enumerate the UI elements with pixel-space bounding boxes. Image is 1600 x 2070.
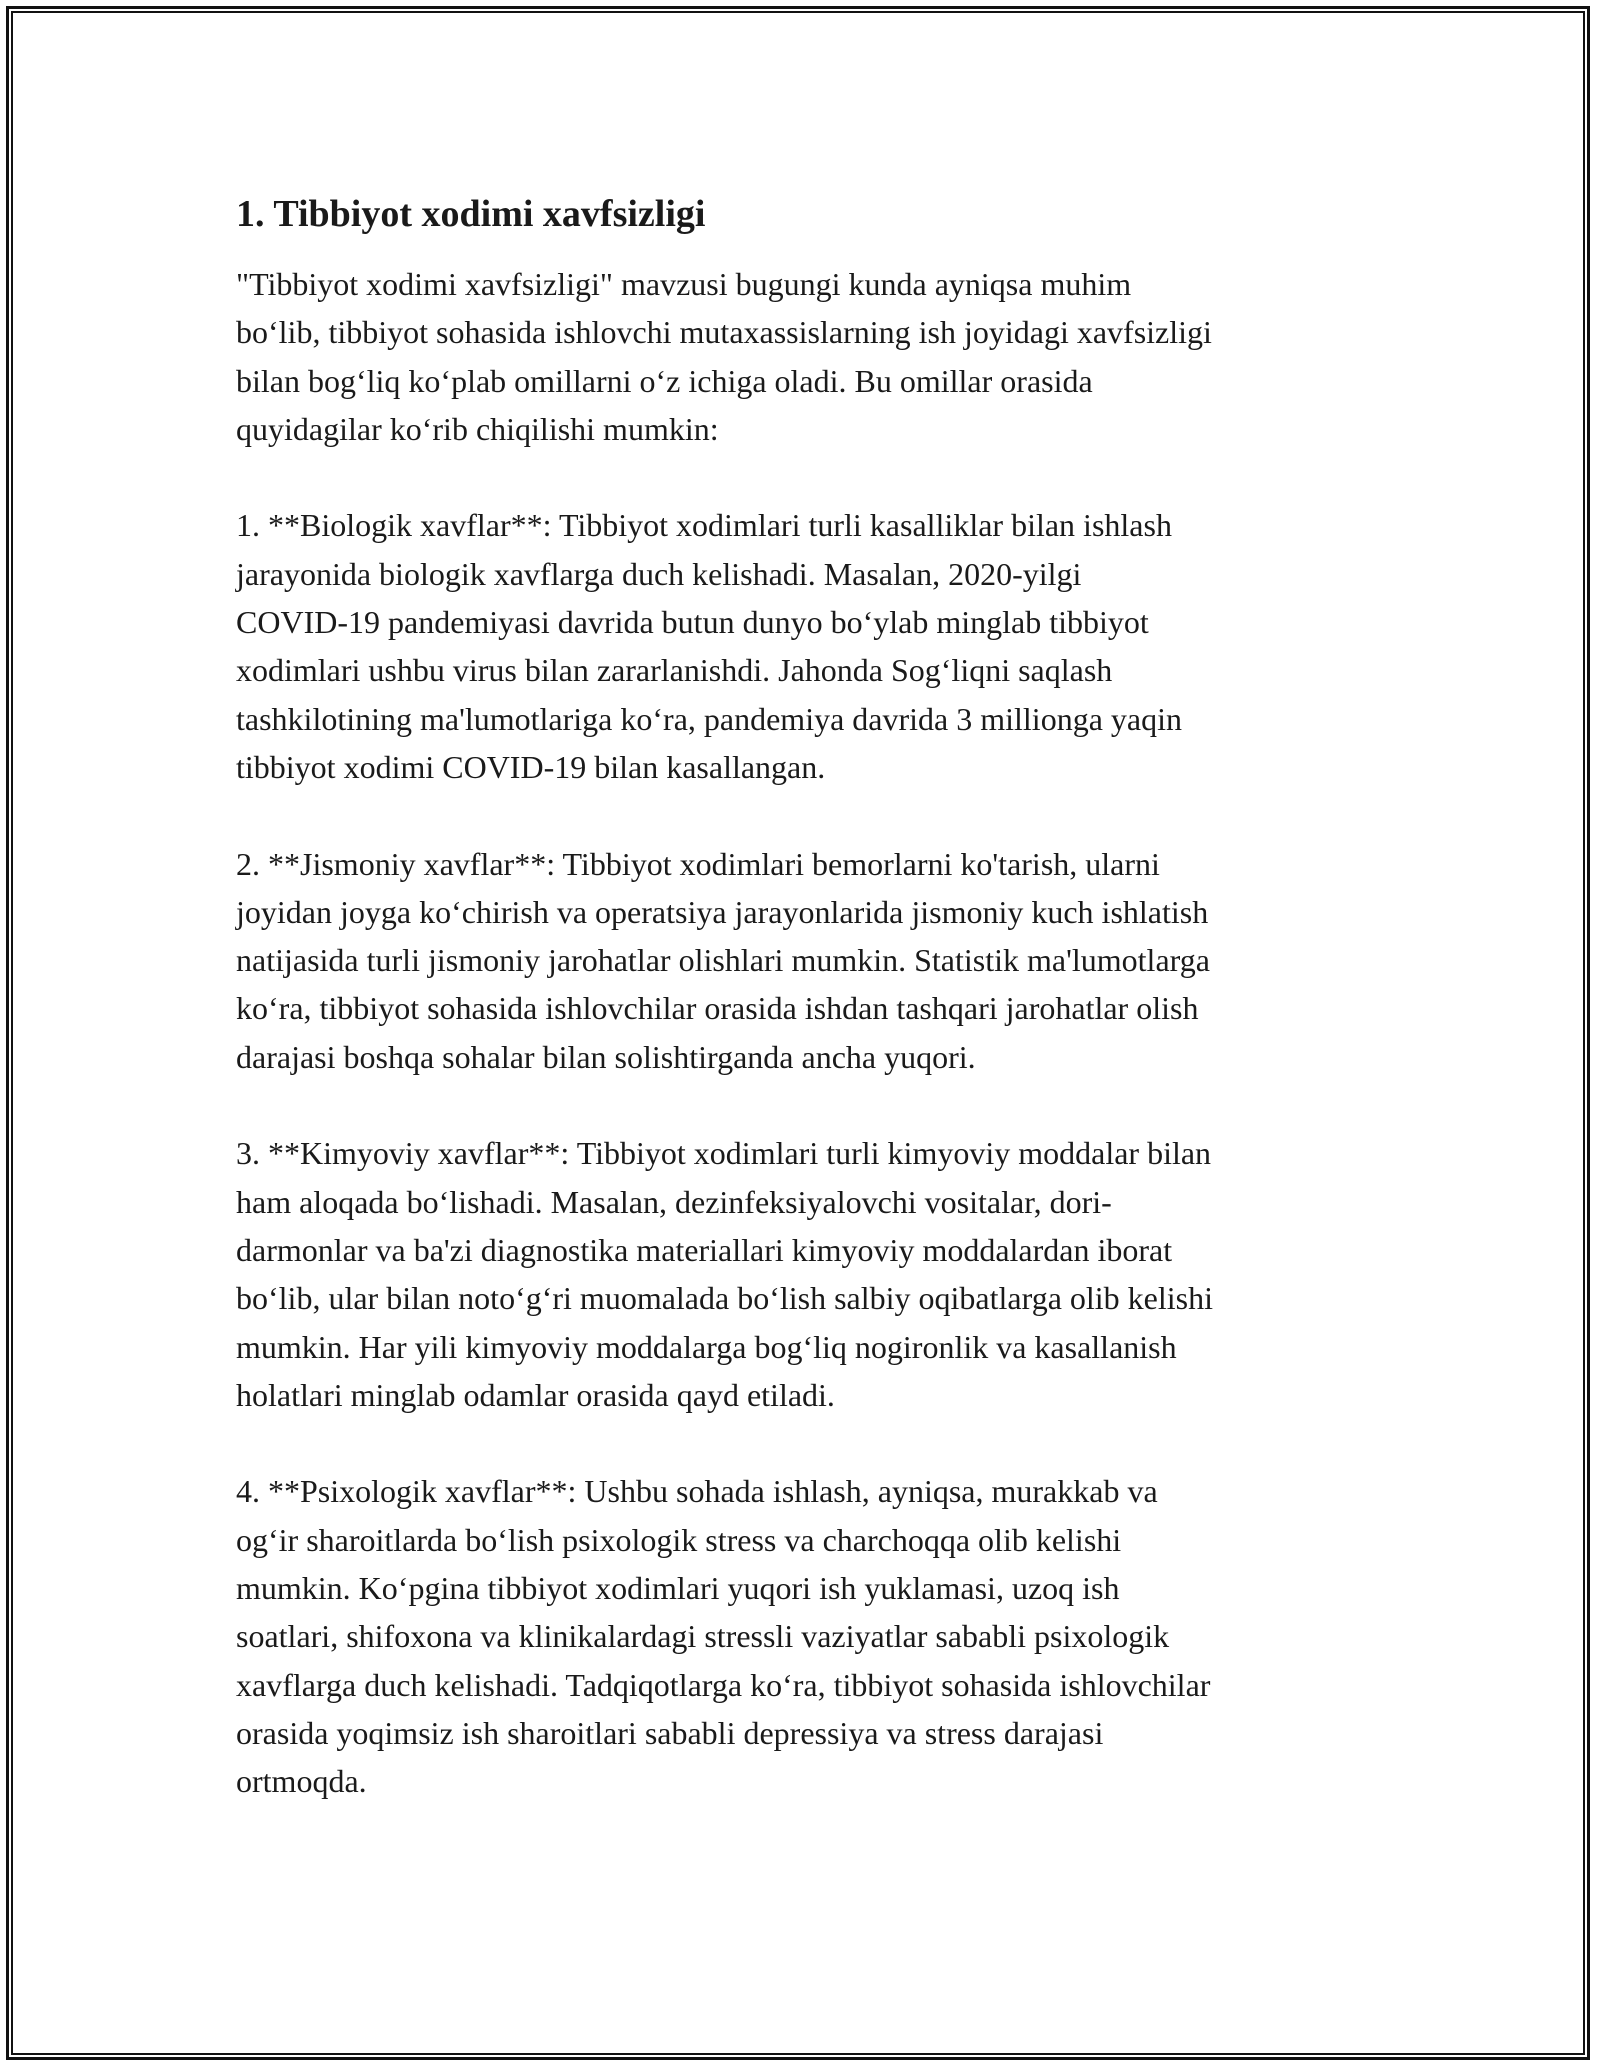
text-line: 3. **Kimyoviy xavflar**: Tibbiyot xodimlari turli kimyoviy moddalar bilan bbox=[236, 1135, 1212, 1172]
text-line: orasida yoqimsiz ish sharoitlari sababli depressiya va stress darajasi bbox=[236, 1714, 1104, 1751]
document-body bbox=[236, 188, 1386, 1854]
text-line: tibbiyot xodimi COVID-19 bilan kasallangan. bbox=[236, 748, 826, 785]
text-line: joyidan joyga ko‘chirish va operatsiya jarayonlarida jismoniy kuch ishlatish bbox=[236, 893, 1209, 930]
text-line: soatlari, shifoxona va klinikalardagi stressli vaziyatlar sababli psixologik bbox=[236, 1618, 1170, 1655]
text-line: bilan bog‘liq ko‘plab omillarni o‘z ichiga oladi. Bu omillar orasida bbox=[236, 362, 1093, 399]
physical-hazards-paragraph bbox=[236, 840, 1386, 1081]
text-line: xavflarga duch kelishadi. Tadqiqotlarga ko‘ra, tibbiyot sohasida ishlovchilar bbox=[236, 1666, 1211, 1703]
text-line: 2. **Jismoniy xavflar**: Tibbiyot xodimlari bemorlarni ko'tarish, ularni bbox=[236, 845, 1160, 882]
text-line: mumkin. Ko‘pgina tibbiyot xodimlari yuqori ish yuklamasi, uzoq ish bbox=[236, 1570, 1120, 1607]
text-line: bo‘lib, tibbiyot sohasida ishlovchi mutaxassislarning ish joyidagi xavfsizligi bbox=[236, 314, 1212, 351]
text-line: ortmoqda. bbox=[236, 1763, 367, 1800]
intro-paragraph bbox=[236, 260, 1386, 453]
text-line: xodimlari ushbu virus bilan zararlanishdi. Jahonda Sog‘liqni saqlash bbox=[236, 652, 1113, 689]
text-line: holatlari minglab odamlar orasida qayd etiladi. bbox=[236, 1376, 835, 1413]
text-line: quyidagilar ko‘rib chiqilishi mumkin: bbox=[236, 410, 719, 447]
text-line: COVID-19 pandemiyasi davrida butun dunyo bo‘ylab minglab tibbiyot bbox=[236, 604, 1149, 641]
text-line: natijasida turli jismoniy jarohatlar olishlari mumkin. Statistik ma'lumotlarga bbox=[236, 942, 1210, 979]
text-line: "Tibbiyot xodimi xavfsizligi" mavzusi bugungi kunda ayniqsa muhim bbox=[236, 266, 1132, 302]
text-line: ko‘ra, tibbiyot sohasida ishlovchilar orasida ishdan tashqari jarohatlar olish bbox=[236, 990, 1199, 1027]
text-line: darmonlar va ba'zi diagnostika materiallari kimyoviy moddalardan iborat bbox=[236, 1231, 1173, 1268]
text-line: og‘ir sharoitlarda bo‘lish psixologik stress va charchoqqa olib kelishi bbox=[236, 1521, 1122, 1558]
chemical-hazards-paragraph bbox=[236, 1129, 1386, 1419]
psychological-hazards-paragraph bbox=[236, 1467, 1386, 1805]
biological-hazards-paragraph bbox=[236, 501, 1386, 791]
text-line: 1. **Biologik xavflar**: Tibbiyot xodimlari turli kasalliklar bilan ishlash bbox=[236, 507, 1172, 544]
text-line: jarayonida biologik xavflarga duch kelishadi. Masalan, 2020-yilgi bbox=[236, 555, 1082, 592]
document-title: 1. Tibbiyot xodimi xavfsizligi bbox=[236, 193, 706, 235]
text-line: 4. **Psixologik xavflar**: Ushbu sohada ishlash, ayniqsa, murakkab va bbox=[236, 1473, 1158, 1510]
text-line: mumkin. Har yili kimyoviy moddalarga bog‘liq nogironlik va kasallanish bbox=[236, 1328, 1177, 1365]
text-line: bo‘lib, ular bilan noto‘g‘ri muomalada bo‘lish salbiy oqibatlarga olib kelishi bbox=[236, 1280, 1213, 1317]
text-line: tashkilotining ma'lumotlariga ko‘ra, pandemiya davrida 3 millionga yaqin bbox=[236, 700, 1182, 737]
text-line: ham aloqada bo‘lishadi. Masalan, dezinfeksiyalovchi vositalar, dori- bbox=[236, 1183, 1112, 1220]
text-line: darajasi boshqa sohalar bilan solishtirganda ancha yuqori. bbox=[236, 1038, 976, 1075]
